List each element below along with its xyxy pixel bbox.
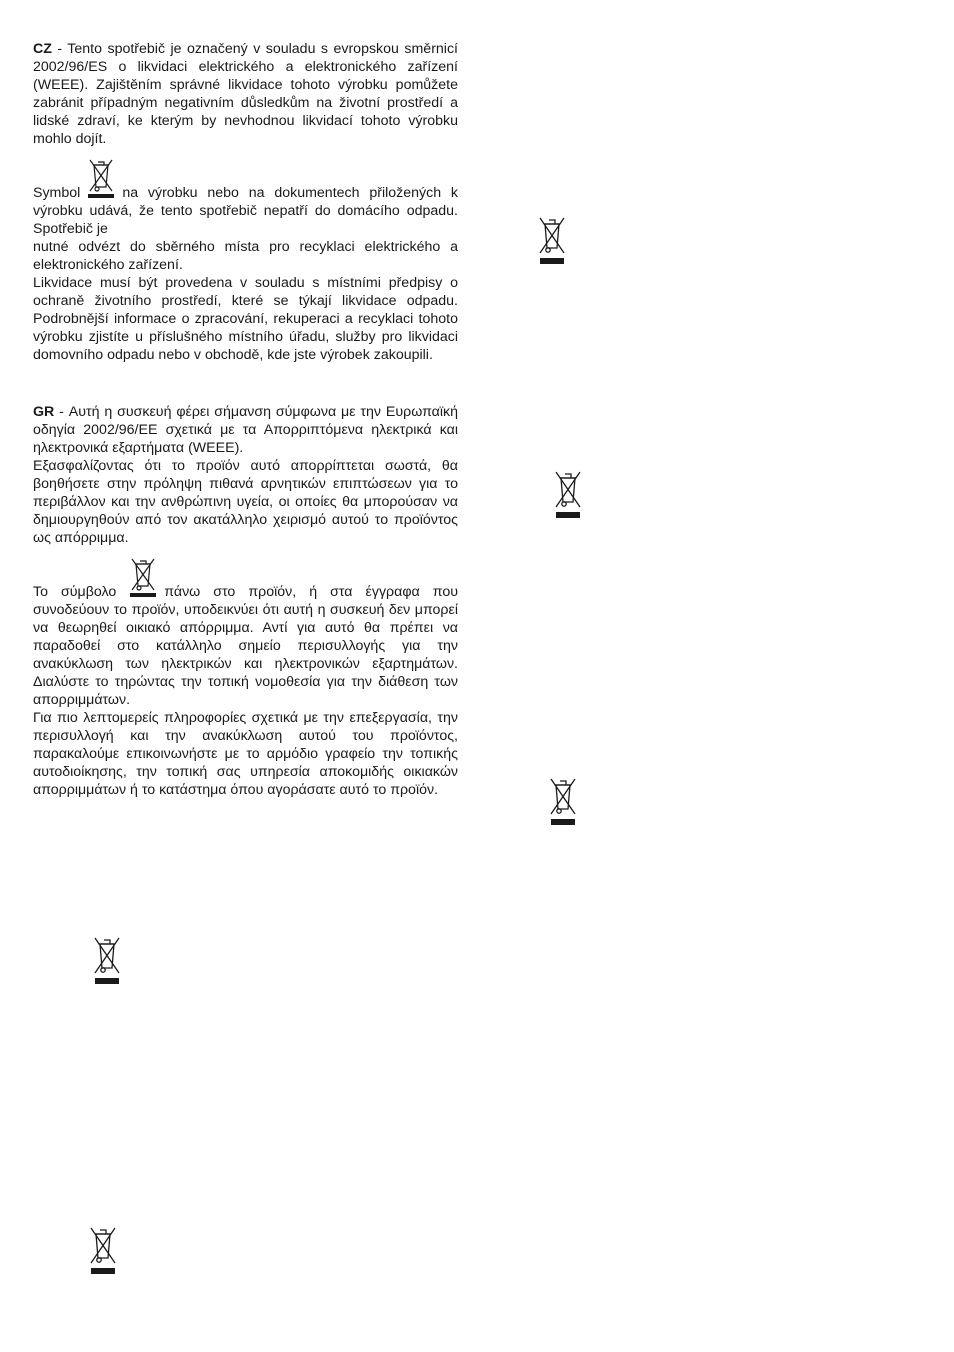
- cz-paragraph-3: Likvidace musí být provedena v souladu s místními předpisy o ochraně životního prostředí, které se týkají likvidace odpadu. Podrobnější informace o zpracování, rekuperaci a recyklaci tohoto výrobku zjistíte u příslušného místního úřadu, služby pro likvidaci domovního odpadu nebo v obchodě, kde jste výrobek zakoupili.: [33, 275, 458, 363]
- cz-intro-paragraph: [33, 40, 458, 148]
- weee-bin-icon: [90, 934, 124, 986]
- gr-symbol-after: πάνω στο προϊόν, ή στα έγγραφα που συνοδεύουν το προϊόν, υποδεικνύει ότι αυτή η συσκευή δεν μπορεί να θεωρηθεί οικιακό απόρριμμα. Αντί για αυτό θα πρέπει να παραδοθεί στο κατάλληλο σημείο περισυλλογής για την ανακύκλωση των ηλεκτρικών και ηλεκτρονικών εξαρτημάτων. Διαλύστε το τηρώντας την τοπική νομοθεσία για την διάθεση των απορριμμάτων.: [33, 584, 458, 708]
- cz-symbol-after: na výrobku nebo na dokumentech přiložených k výrobku udává, že tento spotřebič nepatří do domácího odpadu. Spotřebič je: [33, 185, 458, 237]
- cz-symbol-before: Symbol: [33, 185, 81, 201]
- gr-intro-text: - Αυτή η συσκευή φέρει σήμανση σύμφωνα με την Ευρωπαϊκή οδηγία 2002/96/ΕΕ σχετικά με τα Απορριπτόμενα ηλεκτρικά και ηλεκτρονικά εξαρτήματα (WEEE).: [33, 404, 458, 456]
- gr-language-code: GR: [33, 404, 55, 420]
- cz-symbol-paragraph: [33, 184, 458, 238]
- cz-intro-text: - Tento spotřebič je označený v souladu s evropskou směrnicí 2002/96/ES o likvidaci elektrického a elektronického zařízení (WEEE). Zajištěním správné likvidace tohoto výrobku pomůžete zabránit případným negativním důsledkům na životní prostředí a lidské zdraví, ke kterým by nevhodnou likvidací tohoto výrobku mohlo dojít.: [33, 41, 458, 147]
- section-cz: [33, 40, 458, 364]
- weee-bin-icon: [86, 1224, 120, 1276]
- weee-bin-icon: [126, 584, 160, 596]
- cz-paragraph-2: nutné odvézt do sběrného místa pro recyklaci elektrického a elektronického zařízení.: [33, 239, 458, 273]
- gr-symbol-before: Το σύμβολο: [33, 584, 117, 600]
- cz-language-code: CZ: [33, 41, 52, 57]
- gr-paragraph-2: Εξασφαλίζοντας ότι το προϊόν αυτό απορρίπτεται σωστά, θα βοηθήσετε στην πρόληψη πιθανά αρνητικών επιπτώσεων για το περιβάλλον και την ανθρώπινη υγεία, οι οποίες θα μπορούσαν να δημιουργηθούν από τον ακατάλληλο χειρισμό αυτού το προϊόντος ως απόρριμμα.: [33, 458, 458, 546]
- gr-paragraph-4: Για πιο λεπτομερείς πληροφορίες σχετικά με την επεξεργασία, την περισυλλογή και την ανακύκλωση αυτού του προϊόντος, παρακαλούμε επικοινωνήστε με το αρμόδιο γραφείο την τοπικής αυτοδιοίκησης, την τοπική σας υπηρεσία αποκομιδής οικιακών απορριμμάτων ή το κατάστημα όπου αγοράσατε αυτό το προϊόν.: [33, 710, 458, 798]
- weee-bin-icon: [84, 185, 118, 197]
- gr-intro-paragraph: [33, 403, 458, 457]
- weee-bin-icon: [551, 468, 585, 520]
- weee-bin-icon: [535, 214, 569, 266]
- section-gr: [33, 403, 458, 799]
- gr-symbol-paragraph: [33, 583, 458, 709]
- weee-bin-icon: [546, 775, 580, 827]
